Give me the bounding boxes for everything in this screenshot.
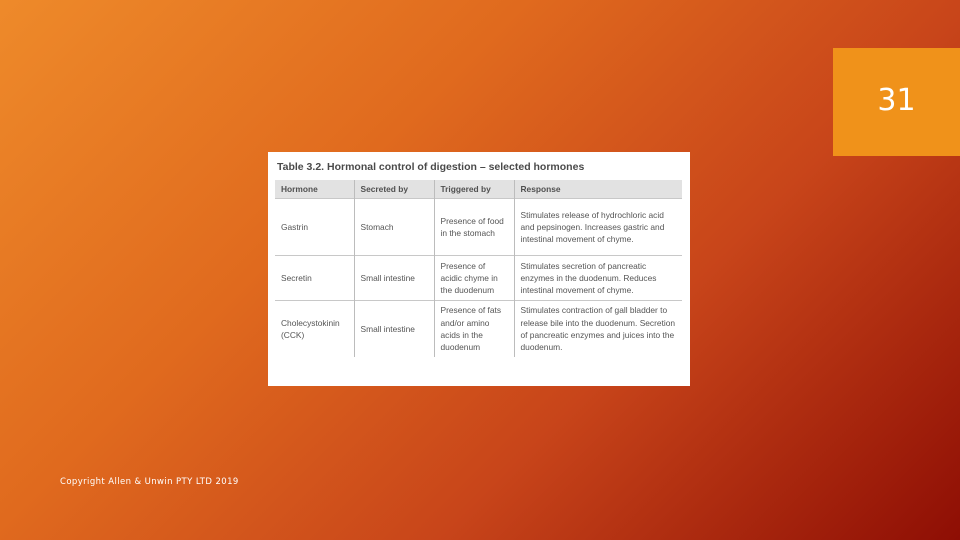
cell-hormone: Secretin (275, 256, 354, 301)
cell-hormone: Gastrin (275, 199, 354, 256)
slide-number-box (833, 48, 960, 156)
cell-secreted-by: Stomach (354, 199, 434, 256)
table-image (268, 152, 690, 386)
cell-secreted-by: Small intestine (354, 301, 434, 358)
table-header-row (275, 180, 682, 199)
table-row (275, 199, 682, 256)
header-secreted-by: Secreted by (354, 180, 434, 199)
cell-hormone: Cholecystokinin (CCK) (275, 301, 354, 358)
cell-response: Stimulates secretion of pancreatic enzymes in the duodenum. Reduces intestinal movement of chyme. (514, 256, 682, 301)
header-hormone: Hormone (275, 180, 354, 199)
copyright-notice: Copyright Allen & Unwin PTY LTD 2019 (60, 477, 239, 487)
cell-triggered-by: Presence of fats and/or amino acids in the duodenum (434, 301, 514, 358)
hormone-table (275, 180, 682, 357)
slide-number: 31 (877, 83, 916, 118)
header-triggered-by: Triggered by (434, 180, 514, 199)
cell-triggered-by: Presence of food in the stomach (434, 199, 514, 256)
header-response: Response (514, 180, 682, 199)
table-row (275, 256, 682, 301)
table-row (275, 301, 682, 358)
cell-response: Stimulates contraction of gall bladder to release bile into the duodenum. Secretion of pancreatic enzymes and juices into the duodenum. (514, 301, 682, 358)
cell-triggered-by: Presence of acidic chyme in the duodenum (434, 256, 514, 301)
cell-secreted-by: Small intestine (354, 256, 434, 301)
cell-response: Stimulates release of hydrochloric acid and pepsinogen. Increases gastric and intestinal movement of chyme. (514, 199, 682, 256)
table-caption: Table 3.2. Hormonal control of digestion – selected hormones (277, 161, 585, 173)
